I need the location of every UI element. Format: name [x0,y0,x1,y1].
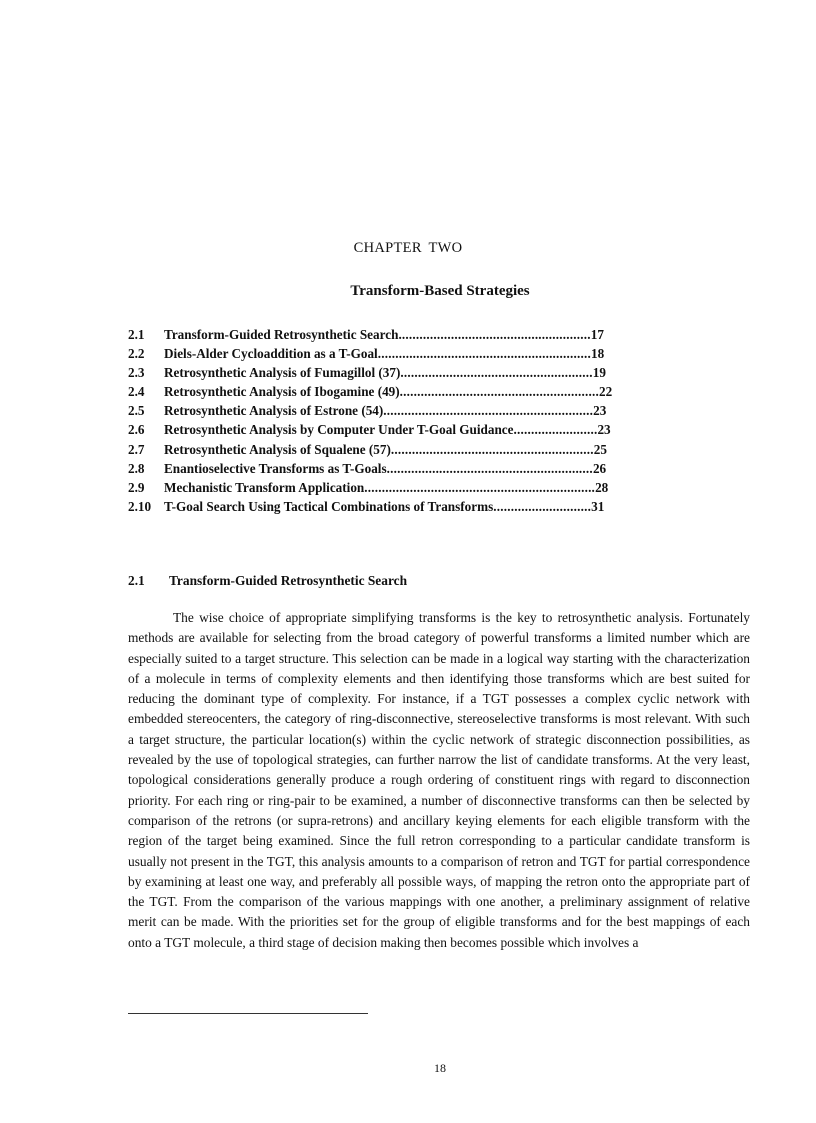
toc-dot-leader: ........................ [513,422,598,438]
toc-dot-leader: ........................................................... [386,460,593,476]
toc-entry-title: Enantioselective Transforms as T-Goals [164,460,387,476]
toc-entry-number: 2.2 [128,346,145,362]
toc-dot-leader: ....................................................... [398,327,591,342]
toc-entry-number: 2.10 [128,498,152,514]
toc-dot-leader: ............................................................. [377,346,592,362]
toc-entry[interactable] [128,440,688,459]
toc-entry[interactable] [128,478,688,497]
toc-dot-leader: .................................................................. [364,479,596,495]
toc-entry-page: 28 [595,479,609,495]
toc-entry-number: 2.4 [128,384,145,400]
section-heading [128,573,407,589]
toc-dot-leader: ......................................................... [399,384,599,400]
toc-entry[interactable] [128,344,688,363]
toc-entry[interactable] [128,420,688,439]
toc-entry-number: 2.8 [128,460,145,476]
table-of-contents [128,325,688,516]
toc-entry-number: 2.6 [128,422,145,438]
toc-entry-page: 22 [599,384,613,400]
toc-entry-number: 2.1 [128,327,145,342]
toc-entry-title: Retrosynthetic Analysis of Fumagillol (37) [164,365,401,381]
toc-entry-number: 2.9 [128,479,145,495]
toc-entry-page: 18 [591,346,605,362]
toc-entry-title: Retrosynthetic Analysis of Estrone (54) [164,403,384,419]
toc-dot-leader: ............................ [493,498,592,514]
toc-entry-number: 2.3 [128,365,145,381]
toc-dot-leader: ....................................................... [400,365,593,381]
toc-entry-title: Transform-Guided Retrosynthetic Search [164,327,399,342]
toc-entry-title: Diels-Alder Cycloaddition as a T-Goal [164,346,378,362]
toc-entry-title: Retrosynthetic Analysis of Squalene (57) [164,441,391,457]
toc-dot-leader: .......................................................... [390,441,594,457]
toc-entry-title: T-Goal Search Using Tactical Combinations of Transforms [164,498,494,514]
section-number: 2.1 [128,573,145,588]
chapter-label: CHAPTER TWO [353,240,463,256]
toc-entry-number: 2.5 [128,403,145,419]
toc-entry-page: 26 [592,460,607,476]
toc-entry-page: 17 [590,327,604,342]
toc-entry-number: 2.7 [128,441,145,457]
chapter-title: Transform-Based Strategies [350,283,530,299]
toc-dot-leader: ............................................................ [383,403,594,419]
body-paragraph: The wise choice of appropriate simplifying transforms is the key to retrosynthetic analysis. Fortunately methods are available for selecting from the broad category of powerful transforms a limited number which are especially suited to a target structure. This selection can be made in a logical way starting with the characterization of a molecule in terms of complexity elements and then identifying those transforms which are best suited for reducing the dominant type of complexity. For instance, if a TGT possesses a complex cyclic network with embedded stereocenters, the category of ring-disconnective, stereoselective transforms is most relevant. With such a target structure, the particular location(s) within the cyclic network of strategic disconnection possibilities, as revealed by the use of topological strategies, can further narrow the list of candidate transforms. At the very least, topological considerations generally produce a rough ordering of constituent rings with regard to disconnection priority. For each ring or ring-pair to be examined, a number of disconnective transforms can then be selected by comparison of the retrons (or supra-retrons) and ancillary keying elements for each eligible transform with the region of the target being examined. Since the full retron corresponding to a particular candidate transform is usually not present in the TGT, this analysis amounts to a comparison of retron and TGT for partial correspondence by examining at least one way, and preferably all possible ways, of mapping the retron onto the appropriate part of the TGT. From the comparison of the various mappings with one another, a preliminary assignment of relative merit can be made. With the priorities set for the group of eligible transforms and for the best mappings of each onto a TGT molecule, a third stage of decision making then becomes possible which involves a [128,610,750,950]
toc-entry[interactable] [128,459,688,478]
footnote-divider [128,1013,368,1014]
toc-entry-title: Retrosynthetic Analysis by Computer Under T-Goal Guidance [164,422,514,438]
toc-entry[interactable] [128,497,688,516]
toc-entry[interactable] [128,363,688,382]
section-title: Transform-Guided Retrosynthetic Search [169,573,408,588]
toc-entry[interactable] [128,382,688,401]
toc-entry[interactable] [128,325,688,344]
toc-entry-title: Retrosynthetic Analysis of Ibogamine (49) [164,384,400,400]
toc-entry-page: 19 [592,365,606,381]
toc-entry-page: 25 [593,441,607,457]
toc-entry-page: 23 [597,422,611,438]
toc-entry-title: Mechanistic Transform Application [164,479,365,495]
toc-entry-page: 31 [591,498,605,514]
toc-entry-page: 23 [593,403,607,419]
toc-entry[interactable] [128,401,688,420]
page-number: 18 [434,1061,446,1075]
